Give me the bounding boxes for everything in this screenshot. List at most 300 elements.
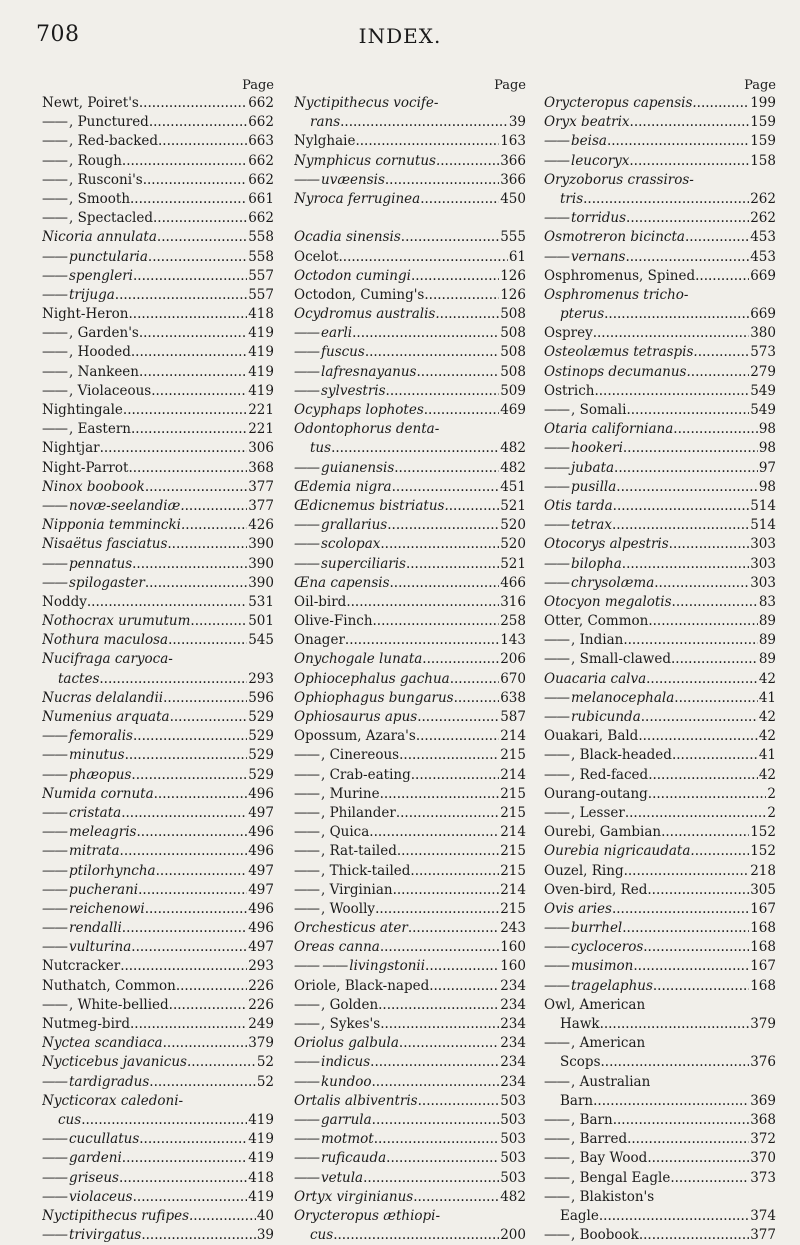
entry-page: 503 [500, 1169, 526, 1186]
index-entry [544, 746, 776, 765]
leader-dots [149, 113, 247, 132]
entry-page: 466 [500, 574, 526, 591]
index-entry [42, 382, 274, 401]
entry-term: Ouzel, Ring [544, 862, 624, 879]
index-entry [294, 286, 526, 305]
leader-dots [399, 746, 499, 765]
column-heading: Page [494, 78, 526, 93]
index-entry [544, 382, 776, 401]
leader-dots [339, 248, 508, 267]
leader-dots [154, 785, 248, 804]
entry-term: —— , Somali [544, 401, 626, 420]
entry-term: —— melanocephala [544, 689, 674, 708]
index-entry [42, 1015, 274, 1034]
entry-term: —— punctularia [42, 248, 148, 267]
leader-dots [623, 439, 758, 458]
entry-term: —— , Barn [544, 1111, 613, 1130]
entry-term: —— griseus [42, 1169, 119, 1188]
leader-dots [156, 862, 248, 881]
leader-dots [137, 823, 248, 842]
leader-dots [629, 152, 749, 171]
entry-term: —— , Rat-tailed [294, 842, 397, 861]
leader-dots [450, 670, 500, 689]
entry-term: —— trivirgatus [42, 1226, 141, 1245]
leader-dots [654, 574, 749, 593]
index-entry [294, 881, 526, 900]
index-entry [544, 113, 776, 132]
index-entry [42, 459, 274, 478]
entry-term: Ourebi, Gambian [544, 824, 662, 841]
leader-dots [613, 497, 750, 516]
entry-term: —— , Rough [42, 152, 122, 171]
entry-term: Osmotreron bicincta [544, 229, 685, 246]
entry-term: —— , Barred [544, 1130, 627, 1149]
entry-page: 167 [750, 900, 776, 917]
leader-dots [138, 881, 247, 900]
entry-page: 226 [248, 977, 274, 994]
index-entry [294, 363, 526, 382]
entry-term: Orycteropus capensis. [544, 95, 697, 111]
entry-page: 514 [750, 517, 776, 534]
index-entry [544, 171, 776, 190]
entry-term: —— , Nankeen [42, 363, 139, 382]
index-entry [294, 267, 526, 286]
leader-dots [697, 94, 750, 113]
index-entry [42, 957, 274, 976]
entry-page: 39 [256, 1227, 274, 1244]
leader-dots [593, 1092, 749, 1111]
index-entry [294, 938, 526, 957]
leader-dots [131, 766, 247, 785]
entry-term: —— , Punctured [42, 113, 149, 132]
entry-page: 419 [248, 1150, 274, 1167]
entry-page: 509 [500, 382, 526, 399]
leader-dots [139, 94, 247, 113]
entry-page: 215 [500, 900, 526, 917]
leader-dots [408, 919, 499, 938]
index-entry [294, 382, 526, 401]
leader-dots [139, 1130, 247, 1149]
entry-term: Oil-bird [294, 593, 347, 610]
entry-term: Onychogale lunata [294, 651, 423, 668]
entry-page: 83 [758, 593, 776, 610]
entry-page: 451 [500, 478, 526, 495]
entry-term: pterus [560, 306, 605, 323]
index-entry [42, 171, 274, 190]
index-entry [544, 420, 776, 439]
leader-dots [685, 228, 749, 247]
leader-dots [158, 132, 247, 151]
entry-page: 42 [758, 766, 776, 783]
entry-page: 418 [248, 306, 274, 323]
entry-page: 160 [500, 958, 526, 975]
entry-page: 200 [500, 1227, 526, 1244]
leader-dots [190, 612, 247, 631]
leader-dots [168, 631, 247, 650]
leader-dots [380, 938, 499, 957]
index-entry [544, 1092, 776, 1111]
index-entry [544, 1015, 776, 1034]
entry-term: —— uvæensis [294, 171, 385, 190]
leader-dots [374, 1130, 500, 1149]
entry-term: Nicoria annulata [42, 229, 157, 246]
index-entry [42, 113, 274, 132]
entry-term: —— cristata [42, 804, 121, 823]
entry-page: 669 [750, 267, 776, 284]
entry-term: Nucras delalandii [42, 689, 164, 706]
entry-term: Nyctipithecus rufipes. [42, 1207, 194, 1224]
entry-term: Odontophorus denta- [294, 421, 440, 438]
index-entry [294, 746, 526, 765]
entry-page: 199 [750, 95, 776, 111]
index-entry [42, 1092, 274, 1111]
leader-dots [122, 919, 247, 938]
entry-term: —— earli [294, 324, 352, 343]
index-entry [544, 919, 776, 938]
entry-term: Nisaëtus fasciatus [42, 536, 168, 553]
index-entry [294, 708, 526, 727]
entry-term: Nothocrax urumutum [42, 613, 191, 630]
entry-term: Œdemia nigra [294, 478, 392, 495]
entry-page: 368 [750, 1111, 776, 1128]
leader-dots [167, 535, 247, 554]
entry-term: Nymphicus cornutus. [294, 152, 441, 169]
entry-page: 419 [248, 1188, 274, 1205]
index-entry [544, 94, 776, 113]
entry-term: —— spilogaster [42, 574, 145, 593]
index-entry [294, 689, 526, 708]
entry-term: —— , Philander [294, 804, 396, 823]
index-entry [544, 650, 776, 669]
leader-dots [661, 823, 749, 842]
entry-term: —— spengleri [42, 267, 133, 286]
entry-page: 496 [248, 920, 274, 937]
entry-term: Oriolus galbula [294, 1035, 399, 1052]
leader-dots [365, 343, 499, 362]
leader-dots [638, 727, 757, 746]
entry-page: 89 [758, 651, 776, 668]
entry-term: Oven-bird, Red [544, 881, 648, 898]
entry-term: Nipponia temmincki. [42, 517, 186, 534]
leader-dots [695, 842, 750, 861]
running-title: INDEX. [358, 24, 442, 48]
entry-page: 529 [248, 728, 274, 745]
index-entry [544, 842, 776, 861]
entry-term: —— , Indian [544, 631, 623, 650]
entry-term: Nycticorax caledoni- [42, 1092, 184, 1109]
index-entry [42, 555, 274, 574]
leader-dots [691, 363, 749, 382]
entry-page: 497 [248, 862, 274, 879]
entry-page: 496 [248, 900, 274, 917]
index-entry [544, 689, 776, 708]
index-entry [544, 363, 776, 382]
leader-dots [583, 190, 749, 209]
index-entry [294, 804, 526, 823]
index-entry [544, 862, 776, 881]
entry-term: Numida cornuta [42, 785, 154, 802]
entry-page: 52 [256, 1054, 274, 1071]
entry-term: —— , Lesser [544, 804, 625, 823]
leader-dots [616, 478, 758, 497]
entry-page: 662 [248, 114, 274, 131]
leader-dots [394, 459, 499, 478]
index-entry [294, 1207, 526, 1226]
leader-dots [153, 209, 247, 228]
index-entry [294, 324, 526, 343]
entry-page: 508 [500, 363, 526, 380]
index-entry [42, 746, 274, 765]
entry-page: 262 [750, 210, 776, 227]
entry-page: 214 [500, 881, 526, 898]
index-entry [544, 401, 776, 420]
entry-page: 496 [248, 843, 274, 860]
entry-page: 497 [248, 939, 274, 956]
index-entry [294, 593, 526, 612]
leader-dots [594, 382, 749, 401]
entry-term: tris [560, 190, 584, 207]
leader-dots [440, 152, 499, 171]
entry-page: 368 [248, 459, 274, 476]
entry-page: 638 [500, 689, 526, 706]
entry-page: 89 [758, 632, 776, 649]
index-entry [294, 497, 526, 516]
entry-page: 215 [500, 785, 526, 802]
index-entry [42, 209, 274, 228]
index-entry [42, 1169, 274, 1188]
index-entry [544, 957, 776, 976]
index-entry [294, 401, 526, 420]
entry-term: Ophiocephalus gachua [294, 670, 450, 687]
index-entry [42, 862, 274, 881]
leader-dots [624, 862, 750, 881]
index-entry [42, 286, 274, 305]
entry-term: cus [58, 1111, 82, 1128]
entry-page: 596 [248, 689, 274, 706]
entry-term: —— , Black-headed [544, 746, 672, 765]
index-entry [544, 152, 776, 171]
entry-term: Noddy [42, 593, 87, 610]
leader-dots [633, 957, 749, 976]
leader-dots [406, 555, 499, 574]
entry-term: Oryx beatrix [544, 114, 630, 131]
leader-dots [170, 708, 248, 727]
index-entry [544, 938, 776, 957]
index-entry [42, 228, 274, 247]
entry-page: 221 [248, 402, 274, 418]
leader-dots [139, 324, 247, 343]
index-entry [544, 439, 776, 458]
index-entry [544, 535, 776, 554]
index-entry [294, 555, 526, 574]
index-entry [294, 305, 526, 324]
leader-dots [151, 382, 247, 401]
entry-page: 262 [750, 190, 776, 207]
leader-dots [380, 535, 499, 554]
entry-term: —— , Eastern [42, 420, 131, 439]
entry-term: Opossum, Azara's [294, 728, 416, 745]
entry-page: 303 [750, 555, 776, 572]
entry-page: 159 [750, 133, 776, 150]
entry-page: 419 [248, 363, 274, 380]
entry-term: —— lafresnayanus [294, 363, 416, 382]
entry-term: —— , Murine [294, 785, 380, 804]
entry-term: —— vetula [294, 1169, 363, 1188]
leader-dots [416, 363, 499, 382]
page-number: 708 [36, 22, 80, 47]
entry-term: —— gardeni [42, 1149, 122, 1168]
leader-dots [115, 286, 247, 305]
leader-dots [130, 1015, 247, 1034]
entry-page: 215 [500, 804, 526, 821]
entry-term: —— , Sykes's [294, 1015, 380, 1034]
leader-dots [424, 286, 499, 305]
leader-dots [599, 1207, 749, 1226]
leader-dots [425, 957, 499, 976]
leader-dots [390, 574, 500, 593]
entry-term: —— cucullatus [42, 1130, 139, 1149]
entry-term: tactes [58, 670, 100, 687]
index-entry [42, 1034, 274, 1053]
leader-dots [627, 1130, 749, 1149]
entry-page: 234 [500, 1073, 526, 1090]
entry-page: 662 [248, 95, 274, 111]
entry-page: 234 [500, 1016, 526, 1032]
leader-dots [141, 1226, 255, 1245]
index-entry [294, 1130, 526, 1149]
entry-page: 126 [500, 267, 526, 284]
entry-term: Ostrich [544, 382, 595, 399]
entry-term: —— torridus [544, 209, 626, 228]
leader-dots [185, 516, 247, 535]
entry-page: 303 [750, 536, 776, 553]
entry-term: Oreas canna [294, 939, 380, 956]
index-entry [544, 497, 776, 516]
entry-page: 390 [248, 574, 274, 591]
entry-page: 587 [500, 709, 526, 725]
index-entry [42, 535, 274, 554]
entry-term: Orchesticus ater [294, 920, 408, 937]
entry-page: 221 [248, 421, 274, 438]
index-entry [42, 996, 274, 1015]
entry-term: —— meleagris [42, 823, 137, 842]
index-entry [544, 1073, 776, 1092]
entry-page: 152 [750, 824, 776, 841]
index-entry [42, 823, 274, 842]
index-entry [294, 1092, 526, 1111]
entry-page: 143 [500, 632, 526, 649]
leader-dots [695, 267, 749, 286]
entry-page: 508 [500, 344, 526, 361]
entry-term: —— minutus [42, 746, 125, 765]
index-entry [42, 612, 274, 631]
leader-dots [454, 689, 500, 708]
entry-term: —— , Hooded [42, 343, 131, 362]
index-entry [294, 957, 526, 976]
entry-term: Œdicnemus bistriatus. [294, 497, 449, 514]
entry-term: —— mitrata [42, 842, 120, 861]
index-entry [42, 94, 274, 113]
index-entry [42, 305, 274, 324]
leader-dots [122, 1149, 247, 1168]
index-entry [294, 1149, 526, 1168]
index-entry [544, 1169, 776, 1188]
leader-dots [418, 1092, 500, 1111]
index-entry [294, 516, 526, 535]
leader-dots [371, 1073, 499, 1092]
entry-term: Onager [294, 632, 345, 649]
leader-dots [626, 401, 749, 420]
leader-dots [386, 1149, 499, 1168]
leader-dots [380, 785, 500, 804]
entry-page: 503 [500, 1111, 526, 1128]
leader-dots [125, 746, 248, 765]
entry-term: —— superciliaris [294, 555, 406, 574]
entry-page: 661 [248, 190, 274, 207]
entry-page: 234 [500, 1054, 526, 1071]
entry-page: 662 [248, 171, 274, 188]
index-entry [42, 766, 274, 785]
entry-page: 549 [750, 382, 776, 399]
entry-page: 503 [500, 1150, 526, 1167]
index-entry [544, 977, 776, 996]
entry-term: Otocorys alpestris [544, 536, 669, 553]
entry-page: 2 [767, 804, 776, 821]
index-entry [42, 1111, 274, 1130]
entry-term: Octodon, Cuming's [294, 286, 425, 303]
entry-term: Ourebia nigricaudata. [544, 843, 695, 860]
entry-page: 426 [248, 517, 274, 534]
index-entry [544, 267, 776, 286]
entry-term: —— pennatus [42, 555, 132, 574]
entry-page: 670 [500, 670, 526, 687]
entry-term: —— ptilorhyncha [42, 862, 156, 881]
entry-term: —— cycloceros [544, 938, 643, 957]
leader-dots [669, 535, 750, 554]
index-entry [544, 1188, 776, 1207]
entry-term: cus [310, 1227, 334, 1244]
index-entry [42, 785, 274, 804]
entry-page: 662 [248, 152, 274, 169]
entry-page: 419 [248, 382, 274, 399]
leader-dots [375, 900, 499, 919]
index-entry [294, 113, 526, 132]
leader-dots [185, 497, 248, 516]
leader-dots [593, 324, 750, 343]
entry-term: —— , White-bellied [42, 996, 169, 1015]
leader-dots [413, 1188, 499, 1207]
leader-dots [671, 650, 758, 669]
entry-page: 2 [767, 785, 776, 802]
entry-page: 557 [248, 267, 274, 284]
entry-term: Nylghaie [294, 133, 356, 150]
entry-term: —— kundoo [294, 1073, 371, 1092]
leader-dots [625, 804, 767, 823]
leader-dots [100, 439, 248, 458]
leader-dots [643, 938, 749, 957]
entry-page: 214 [500, 824, 526, 841]
entry-page: 555 [500, 229, 526, 246]
leader-dots [123, 401, 247, 420]
entry-page: 98 [758, 478, 776, 495]
index-entry [294, 459, 526, 478]
entry-term: Nothura maculosa [42, 632, 169, 649]
entry-term: —— rubicunda [544, 708, 641, 727]
index-entry [42, 1053, 274, 1072]
index-entry [294, 670, 526, 689]
entry-term: —— trijuga [42, 286, 115, 305]
entry-page: 316 [500, 593, 526, 610]
